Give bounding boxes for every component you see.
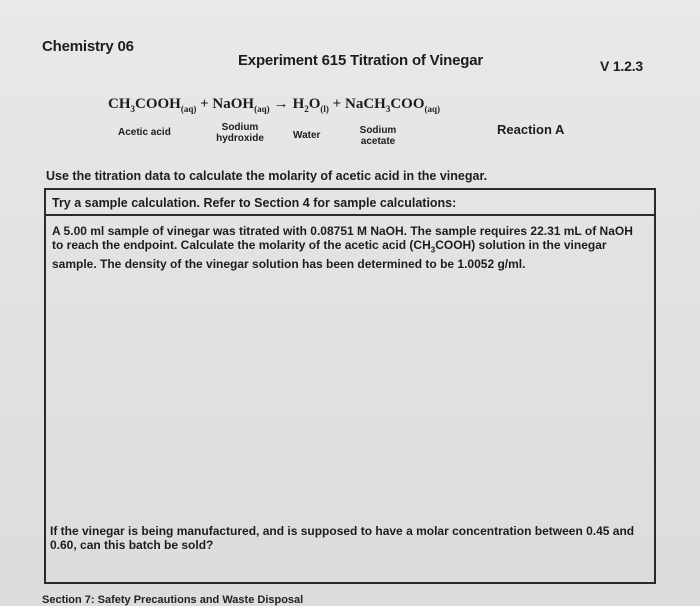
chemical-equation: $CH_3COOH_{(aq)}$ + NaOH$_{(aq)}$ → $H_2O_{(l)}$ + $NaCH_3COO_{(aq)}$ bbox=[108, 96, 440, 114]
reaction-label: Reaction A bbox=[497, 122, 565, 137]
version-label: V 1.2.3 bbox=[600, 58, 643, 74]
label-acetic-acid: Acetic acid bbox=[118, 127, 171, 138]
try-sample-line: Try a sample calculation. Refer to Section 4 for sample calculations: bbox=[52, 196, 457, 210]
calculation-box bbox=[44, 190, 656, 584]
try-divider bbox=[46, 214, 654, 216]
experiment-title: Experiment 615 Titration of Vinegar bbox=[238, 52, 484, 69]
instruction-text: Use the titration data to calculate the molarity of acetic acid in the vinegar. bbox=[46, 169, 488, 183]
problem-text: A 5.00 ml sample of vinegar was titrated with 0.08751 M NaOH. The sample requires 22.31 mL of NaOH to reach the endpoint. Calculate the molarity of the acetic acid $(CH_3COOH)$ solution in the vinegar sample. The density of the vinegar solution has been determined to be 1.0052 g/ml. bbox=[52, 224, 633, 272]
course-title: Chemistry 06 bbox=[42, 38, 134, 55]
label-sodium-hydroxide: Sodium hydroxide bbox=[216, 122, 264, 144]
footer-section-heading: Section 7: Safety Precautions and Waste Disposal bbox=[42, 594, 304, 606]
label-sodium-acetate: Sodium acetate bbox=[359, 125, 397, 147]
label-water: Water bbox=[293, 130, 321, 141]
question-text: If the vinegar is being manufactured, and is supposed to have a molar concentration between 0.45 and 0.60, can this batch be sold? bbox=[50, 524, 635, 552]
